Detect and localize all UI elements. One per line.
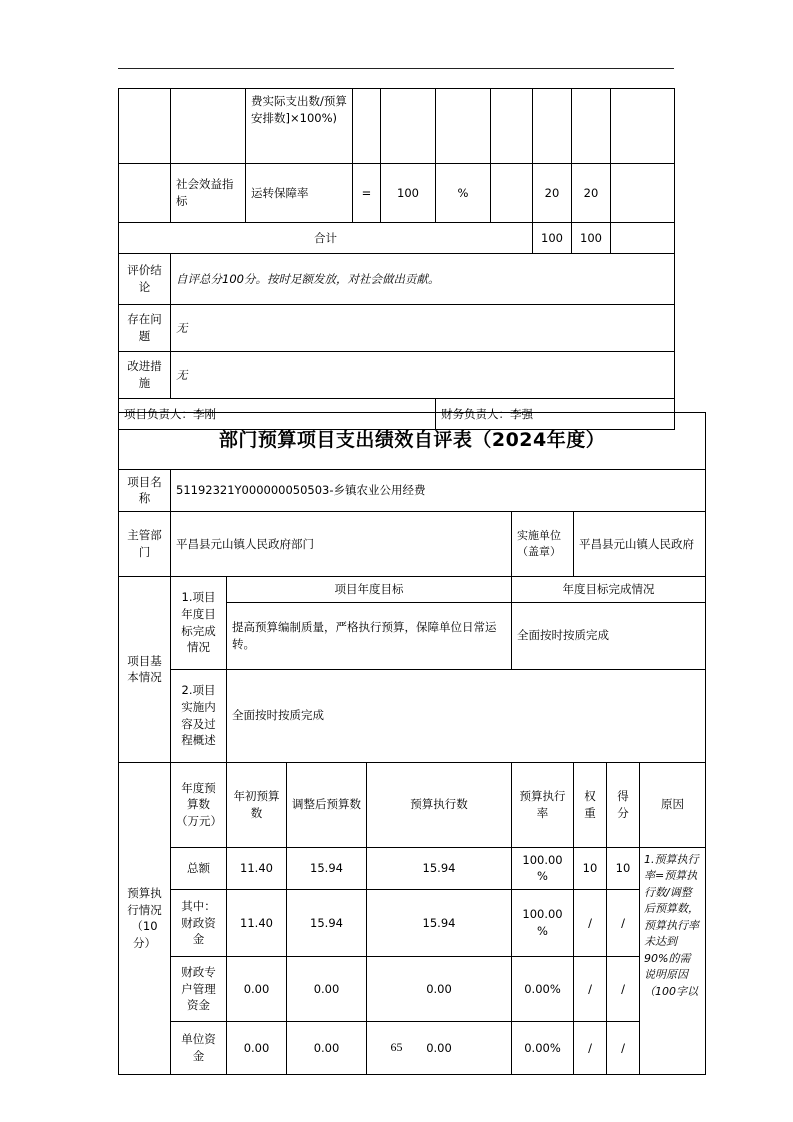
row-initial-special-account: 0.00 [227, 956, 287, 1021]
page-number: 65 [390, 1040, 403, 1054]
blank-cell-e [436, 89, 491, 164]
table-row [119, 223, 675, 254]
row-adjusted-fiscal: 15.94 [287, 889, 367, 956]
row-rate-total: 100.00% [512, 847, 574, 889]
item1-label: 1.项目年度目标完成情况 [171, 576, 227, 669]
row-adjusted-special-account: 0.00 [287, 956, 367, 1021]
header-exec-rate: 预算执行率 [512, 762, 574, 847]
row-weight-fiscal: / [574, 889, 607, 956]
blank-cell-f [491, 89, 533, 164]
row-weight-total: 10 [574, 847, 607, 889]
annual-goal-result-header: 年度目标完成情况 [512, 576, 706, 602]
basic-info-label: 项目基本情况 [119, 576, 171, 762]
row-initial-total: 11.40 [227, 847, 287, 889]
row-adjusted-total: 15.94 [287, 847, 367, 889]
table-row [119, 762, 706, 847]
problems-text: 无 [171, 305, 675, 352]
blank-cell-m [611, 223, 675, 254]
improve-text: 无 [171, 352, 675, 399]
item2-text: 全面按时按质完成 [227, 669, 706, 762]
row-kind-unit-fund: 单位资金 [171, 1021, 227, 1074]
header-budget-kind: 年度预算数（万元） [171, 762, 227, 847]
blank-cell-b [171, 89, 246, 164]
impl-unit-value: 平昌县元山镇人民政府 [574, 511, 706, 576]
table-row [119, 413, 706, 470]
row-score-special-account: / [607, 956, 640, 1021]
table-row [119, 469, 706, 511]
row-adjusted-unit-fund: 0.00 [287, 1021, 367, 1074]
table-row [119, 956, 706, 1021]
blank-cell-l [611, 164, 675, 223]
dept-label: 主管部门 [119, 511, 171, 576]
row-score-total: 10 [607, 847, 640, 889]
total-weight: 100 [533, 223, 572, 254]
blank-cell-i [611, 89, 675, 164]
finance-leader: 财务负责人：李强 [436, 399, 675, 430]
total-label: 合计 [119, 223, 533, 254]
blank-cell-k [491, 164, 533, 223]
row-initial-unit-fund: 0.00 [227, 1021, 287, 1074]
header-weight: 权重 [574, 762, 607, 847]
eval-conclusion-label: 评价结论 [119, 254, 171, 305]
dept-value: 平昌县元山镇人民政府部门 [171, 511, 512, 576]
table-row [119, 352, 675, 399]
social-benefit-weight: 20 [533, 164, 572, 223]
budget-performance-self-eval-table [118, 412, 706, 1075]
row-executed-unit-fund: 0.00 [367, 1021, 512, 1074]
table-row [119, 89, 675, 164]
project-name-label: 项目名称 [119, 469, 171, 511]
social-benefit-value: 100 [381, 164, 436, 223]
improve-label: 改进措施 [119, 352, 171, 399]
table-row [119, 164, 675, 223]
blank-cell-g [533, 89, 572, 164]
item2-label: 2.项目实施内容及过程概述 [171, 669, 227, 762]
table-row [119, 511, 706, 576]
header-reason: 原因 [640, 762, 706, 847]
blank-cell-j [119, 164, 171, 223]
eval-conclusion-text: 自评总分100分。按时足额发放，对社会做出贡献。 [171, 254, 675, 305]
impl-unit-label: 实施单位（盖章） [512, 511, 574, 576]
blank-cell-h [572, 89, 611, 164]
problems-label: 存在问题 [119, 305, 171, 352]
row-rate-unit-fund: 0.00% [512, 1021, 574, 1074]
social-benefit-indicator-name: 运转保障率 [246, 164, 353, 223]
social-benefit-operator: = [353, 164, 381, 223]
annual-goal-text: 提高预算编制质量，严格执行预算，保障单位日常运转。 [227, 602, 512, 669]
page-title: 部门预算项目支出绩效自评表（2024年度） [119, 413, 706, 470]
reason-text: 1.预算执行率=预算执行数/调整后预算数，预算执行率未达到90%的需说明原因（100字以 [640, 847, 706, 1074]
row-weight-special-account: / [574, 956, 607, 1021]
exec-label: 预算执行情况（10分） [119, 762, 171, 1074]
blank-cell-a [119, 89, 171, 164]
header-rule [118, 68, 674, 69]
header-score: 得分 [607, 762, 640, 847]
row-rate-special-account: 0.00% [512, 956, 574, 1021]
row-executed-fiscal: 15.94 [367, 889, 512, 956]
row-kind-fiscal: 其中：财政资金 [171, 889, 227, 956]
row-rate-fiscal: 100.00% [512, 889, 574, 956]
social-benefit-label: 社会效益指标 [171, 164, 246, 223]
annual-goal-header: 项目年度目标 [227, 576, 512, 602]
table-row [119, 889, 706, 956]
table-row [119, 576, 706, 602]
row-score-unit-fund: / [607, 1021, 640, 1074]
blank-cell-c [353, 89, 381, 164]
row-kind-special-account: 财政专户管理资金 [171, 956, 227, 1021]
row-initial-fiscal: 11.40 [227, 889, 287, 956]
social-benefit-unit: % [436, 164, 491, 223]
header-initial-budget: 年初预算数 [227, 762, 287, 847]
row-executed-special-account: 0.00 [367, 956, 512, 1021]
annual-goal-result-text: 全面按时按质完成 [512, 602, 706, 669]
table-row [119, 847, 706, 889]
row-executed-total: 15.94 [367, 847, 512, 889]
blank-cell-d [381, 89, 436, 164]
table-row [119, 254, 675, 305]
social-benefit-score: 20 [572, 164, 611, 223]
header-executed: 预算执行数 [367, 762, 512, 847]
total-score: 100 [572, 223, 611, 254]
table-row [119, 305, 675, 352]
row-kind-total: 总额 [171, 847, 227, 889]
project-name-value: 51192321Y000000050503-乡镇农业公用经费 [171, 469, 706, 511]
performance-summary-table [118, 88, 675, 430]
row-score-fiscal: / [607, 889, 640, 956]
table-row [119, 669, 706, 762]
row-weight-unit-fund: / [574, 1021, 607, 1074]
formula-text-cell: 费实际支出数/预算安排数]×100%) [246, 89, 353, 164]
project-leader: 项目负责人：李刚 [119, 399, 436, 430]
header-adjusted-budget: 调整后预算数 [287, 762, 367, 847]
